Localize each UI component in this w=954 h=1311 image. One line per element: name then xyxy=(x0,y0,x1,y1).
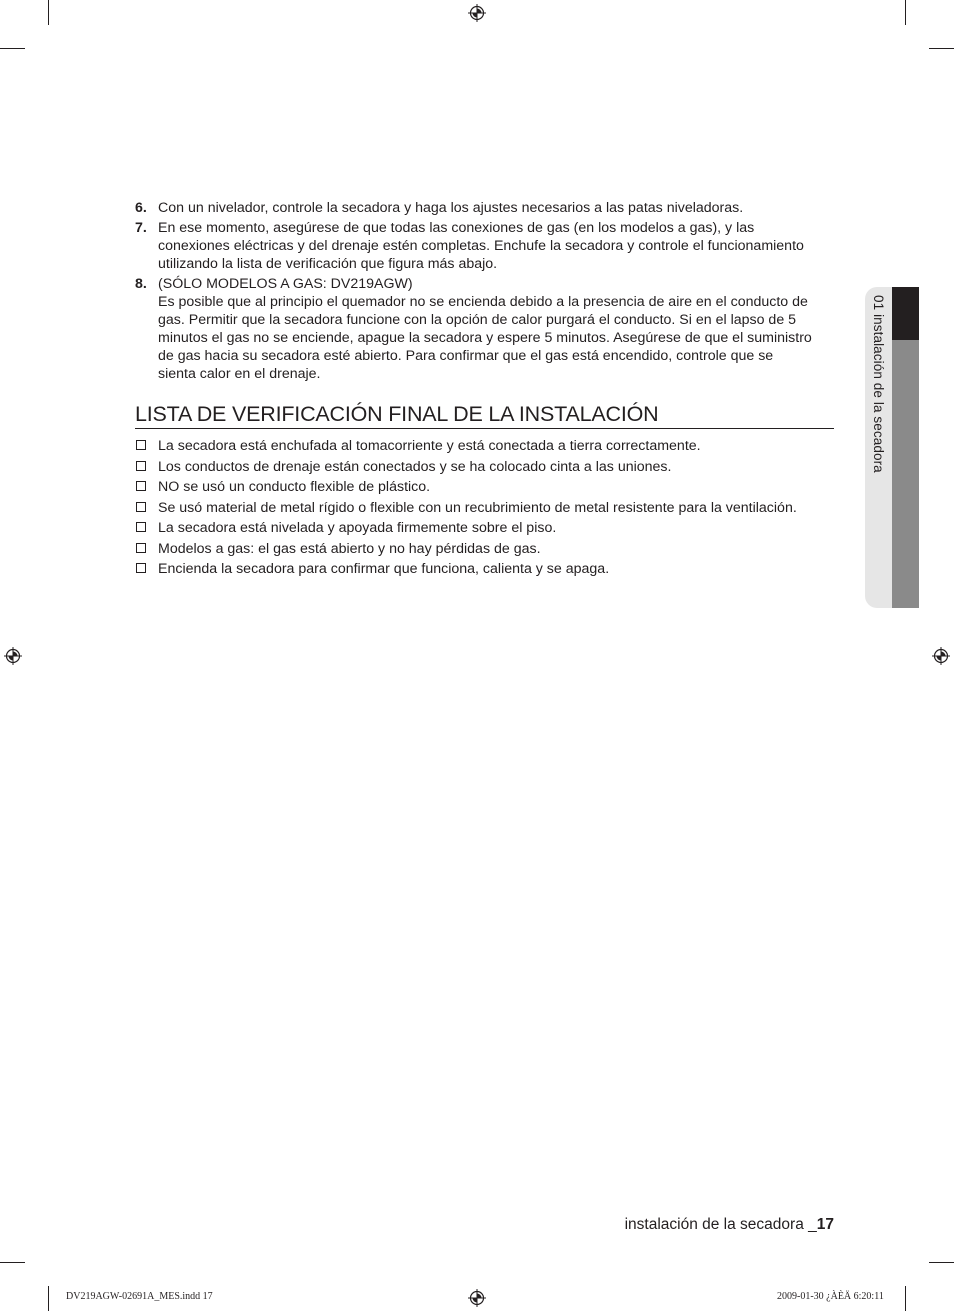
checklist-item xyxy=(135,477,835,498)
checklist-item-text: Se usó material de metal rígido o flexible con un recubrimiento de metal resistente para la ventilación. xyxy=(158,499,797,516)
checklist-item-text: Modelos a gas: el gas está abierto y no hay pérdidas de gas. xyxy=(158,540,541,557)
step-text-line: minutos el gas no se enciende, apague la secadora y espere 5 minutos. Asegúrese de que el suministro xyxy=(158,330,812,346)
step-text-line: Con un nivelador, controle la secadora y haga los ajustes necesarios a las patas niveladoras. xyxy=(158,200,744,216)
registration-mark-icon xyxy=(4,647,22,665)
checklist-item xyxy=(135,539,835,560)
checklist-item xyxy=(135,518,835,539)
chapter-tab-grey-block xyxy=(892,340,919,608)
crop-mark-bottom-left-vertical xyxy=(48,1286,49,1311)
checklist-item-text: Encienda la secadora para confirmar que funciona, calienta y se apaga. xyxy=(158,561,610,577)
checklist-item xyxy=(135,436,835,457)
checkbox-icon xyxy=(136,563,146,573)
step-number: 6. xyxy=(135,200,147,216)
chapter-tab-label: 01 instalación de la secadora xyxy=(871,295,886,473)
chapter-tab-dark-block xyxy=(892,287,919,340)
step-text-line: conexiones eléctricas y del drenaje estén completas. Enchufe la secadora y controle el funcionamiento xyxy=(158,238,804,254)
step-item xyxy=(135,275,835,383)
checkbox-icon xyxy=(136,461,146,471)
print-slug-timestamp: 2009-01-30 ¿ÀÈÄ 6:20:11 xyxy=(777,1291,884,1302)
step-item xyxy=(135,199,835,217)
checklist-item-text: La secadora está enchufada al tomacorriente y está conectada a tierra correctamente. xyxy=(158,438,701,454)
step-text-line: (SÓLO MODELOS A GAS: DV219AGW) xyxy=(158,276,413,292)
footer-section-title: instalación de la secadora _ xyxy=(624,1216,817,1233)
print-slug-file: DV219AGW-02691A_MES.indd 17 xyxy=(66,1291,213,1302)
page-number: 17 xyxy=(816,1216,834,1233)
step-text-line: En ese momento, asegúrese de que todas las conexiones de gas (en los modelos a gas), y las xyxy=(158,220,755,236)
crop-mark-bottom-left-horizontal xyxy=(0,1262,25,1263)
checklist-item-text: NO se usó un conducto flexible de plástico. xyxy=(158,479,431,495)
step-text-line: de gas hacia su secadora esté abierto. Para confirmar que el gas está encendido, controle que se xyxy=(158,348,774,364)
checklist-item-text: Los conductos de drenaje están conectados y se ha colocado cinta a las uniones. xyxy=(158,458,672,475)
step-text-line: gas. Permitir que la secadora funcione con la opción de calor purgará el conducto. Si en el lapso de 5 xyxy=(158,312,797,328)
checkbox-icon xyxy=(136,502,146,512)
step-number: 7. xyxy=(135,220,147,236)
crop-mark-bottom-right-horizontal xyxy=(929,1262,954,1263)
installation-steps-list xyxy=(135,199,835,385)
checkbox-icon xyxy=(136,481,146,491)
page-footer xyxy=(625,1216,834,1234)
checklist-heading: LISTA DE VERIFICACIÓN FINAL DE LA INSTALACIÓN xyxy=(135,401,834,429)
step-text-line: sienta calor en el drenaje. xyxy=(158,366,321,382)
step-text-line: Es posible que al principio el quemador no se encienda debido a la presencia de aire en el conducto de xyxy=(158,294,808,310)
checklist-item xyxy=(135,457,835,478)
crop-mark-top-right-vertical xyxy=(905,0,906,25)
registration-mark-icon xyxy=(932,647,950,665)
crop-mark-bottom-right-vertical xyxy=(905,1286,906,1311)
step-number: 8. xyxy=(135,276,147,292)
checkbox-icon xyxy=(136,440,146,450)
checkbox-icon xyxy=(136,522,146,532)
step-item xyxy=(135,219,835,273)
final-checklist xyxy=(135,436,835,580)
registration-mark-icon xyxy=(468,4,486,22)
checkbox-icon xyxy=(136,543,146,553)
step-text-line: utilizando la lista de verificación que figura más abajo. xyxy=(158,256,498,272)
checklist-item-text: La secadora está nivelada y apoyada firmemente sobre el piso. xyxy=(158,520,557,536)
checklist-item xyxy=(135,559,835,580)
registration-mark-icon xyxy=(468,1289,486,1307)
crop-mark-top-right-horizontal xyxy=(929,48,954,49)
checklist-item xyxy=(135,498,835,519)
crop-mark-top-left-vertical xyxy=(48,0,49,25)
crop-mark-top-left-horizontal xyxy=(0,48,25,49)
